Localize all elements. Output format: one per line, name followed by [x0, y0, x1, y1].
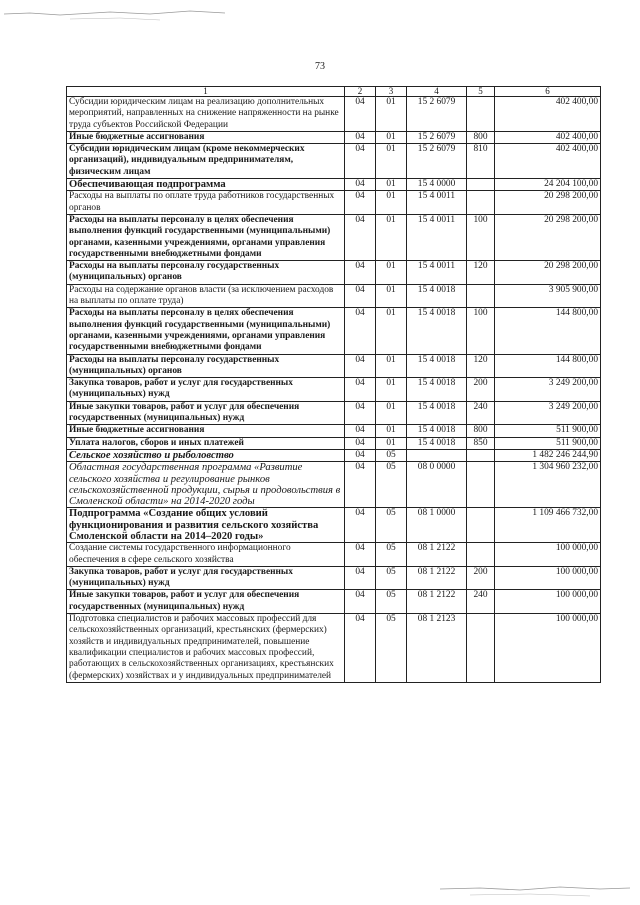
row-target-code: 15 4 0018: [407, 425, 467, 437]
row-target-code: 15 4 0011: [407, 261, 467, 285]
table-row: [67, 378, 601, 402]
row-section: 04: [345, 425, 376, 437]
table-row: [67, 214, 601, 260]
row-target-code: 15 4 0011: [407, 191, 467, 215]
table-row: [67, 566, 601, 590]
row-subsection: 05: [376, 462, 407, 508]
row-subsection: 01: [376, 437, 407, 449]
row-name: Подпрограмма «Создание общих условий функционирования и развития сельского хозяйства Смоленской области на 2014–2020 годы»: [67, 508, 345, 543]
table-row: [67, 462, 601, 508]
row-name: Закупка товаров, работ и услуг для государственных (муниципальных) нужд: [67, 378, 345, 402]
table-row: [67, 144, 601, 179]
row-subsection: 05: [376, 543, 407, 567]
row-amount: 100 000,00: [495, 590, 601, 614]
row-expense-type: [467, 191, 495, 215]
row-expense-type: 800: [467, 131, 495, 143]
row-section: 04: [345, 214, 376, 260]
table-row: [67, 590, 601, 614]
row-name: Сельское хозяйство и рыболовство: [67, 449, 345, 461]
row-name: Иные закупки товаров, работ и услуг для обеспечения государственных (муниципальных) нужд: [67, 590, 345, 614]
row-expense-type: [467, 614, 495, 683]
column-header: 5: [467, 87, 495, 97]
row-amount: 20 298 200,00: [495, 191, 601, 215]
row-expense-type: [467, 543, 495, 567]
row-subsection: 05: [376, 614, 407, 683]
row-subsection: 01: [376, 179, 407, 191]
row-target-code: 15 4 0018: [407, 284, 467, 308]
row-section: 04: [345, 261, 376, 285]
row-amount: 100 000,00: [495, 614, 601, 683]
row-subsection: 01: [376, 261, 407, 285]
row-subsection: 01: [376, 425, 407, 437]
table-row: [67, 97, 601, 132]
table-row: [67, 354, 601, 378]
row-expense-type: 120: [467, 354, 495, 378]
page-number: 73: [315, 61, 325, 72]
table-row: [67, 179, 601, 191]
column-header: 4: [407, 87, 467, 97]
row-target-code: 08 1 2122: [407, 590, 467, 614]
row-amount: 20 298 200,00: [495, 214, 601, 260]
row-expense-type: 100: [467, 214, 495, 260]
row-section: 04: [345, 590, 376, 614]
row-name: Расходы на выплаты персоналу в целях обеспечения выполнения функций государственными (муниципальными) органами, казенными учреждениями, органами управления государственными внебюджетными фондами: [67, 214, 345, 260]
row-section: 04: [345, 437, 376, 449]
row-section: 04: [345, 308, 376, 354]
header-row: [67, 87, 601, 97]
row-target-code: 15 4 0000: [407, 179, 467, 191]
row-amount: 3 249 200,00: [495, 378, 601, 402]
row-name: Субсидии юридическим лицам на реализацию дополнительных мероприятий, направленных на снижение напряженности на рынке труда субъектов Российской Федерации: [67, 97, 345, 132]
row-expense-type: [467, 179, 495, 191]
row-section: 04: [345, 378, 376, 402]
row-expense-type: 800: [467, 425, 495, 437]
row-subsection: 01: [376, 97, 407, 132]
row-expense-type: 850: [467, 437, 495, 449]
row-expense-type: [467, 508, 495, 543]
row-amount: 1 109 466 732,00: [495, 508, 601, 543]
budget-table: [66, 86, 601, 683]
row-amount: 511 900,00: [495, 437, 601, 449]
row-name: Областная государственная программа «Развитие сельского хозяйства и регулирование рынков сельскохозяйственной продукции, сырья и продовольствия в Смоленской области» на 2014-2020 годы: [67, 462, 345, 508]
row-amount: 3 905 900,00: [495, 284, 601, 308]
row-target-code: 15 4 0018: [407, 378, 467, 402]
row-amount: 402 400,00: [495, 144, 601, 179]
row-target-code: 08 1 2122: [407, 566, 467, 590]
row-target-code: 08 1 0000: [407, 508, 467, 543]
row-name: Обеспечивающая подпрограмма: [67, 179, 345, 191]
row-section: 04: [345, 191, 376, 215]
row-section: 04: [345, 97, 376, 132]
row-subsection: 05: [376, 590, 407, 614]
row-target-code: 15 4 0018: [407, 401, 467, 425]
column-header: 1: [67, 87, 345, 97]
row-expense-type: 240: [467, 590, 495, 614]
row-section: 04: [345, 614, 376, 683]
row-target-code: 15 4 0018: [407, 354, 467, 378]
row-target-code: 15 4 0011: [407, 214, 467, 260]
column-header: 6: [495, 87, 601, 97]
row-subsection: 01: [376, 354, 407, 378]
table-row: [67, 437, 601, 449]
column-header: 3: [376, 87, 407, 97]
table-row: [67, 614, 601, 683]
row-section: 04: [345, 131, 376, 143]
row-expense-type: 120: [467, 261, 495, 285]
table-row: [67, 543, 601, 567]
row-subsection: 01: [376, 191, 407, 215]
row-section: 04: [345, 543, 376, 567]
row-target-code: 08 1 2123: [407, 614, 467, 683]
row-target-code: 08 0 0000: [407, 462, 467, 508]
row-target-code: 15 4 0018: [407, 437, 467, 449]
row-target-code: 15 4 0018: [407, 308, 467, 354]
row-target-code: 15 2 6079: [407, 97, 467, 132]
row-expense-type: [467, 284, 495, 308]
row-target-code: 15 2 6079: [407, 144, 467, 179]
row-expense-type: [467, 97, 495, 132]
scan-artifact-top: [0, 0, 640, 30]
row-amount: 511 900,00: [495, 425, 601, 437]
row-name: Субсидии юридическим лицам (кроме некоммерческих организаций), индивидуальным предпринимателям, физическим лицам: [67, 144, 345, 179]
row-name: Иные бюджетные ассигнования: [67, 425, 345, 437]
table-row: [67, 508, 601, 543]
row-amount: 144 800,00: [495, 308, 601, 354]
table-row: [67, 401, 601, 425]
row-name: Иные закупки товаров, работ и услуг для обеспечения государственных (муниципальных) нужд: [67, 401, 345, 425]
row-name: Создание системы государственного информационного обеспечения в сфере сельского хозяйства: [67, 543, 345, 567]
row-amount: 402 400,00: [495, 97, 601, 132]
row-subsection: 05: [376, 566, 407, 590]
row-amount: 402 400,00: [495, 131, 601, 143]
row-target-code: 15 2 6079: [407, 131, 467, 143]
table-row: [67, 425, 601, 437]
table-row: [67, 308, 601, 354]
row-amount: 1 304 960 232,00: [495, 462, 601, 508]
row-amount: 3 249 200,00: [495, 401, 601, 425]
row-section: 04: [345, 144, 376, 179]
row-section: 04: [345, 566, 376, 590]
row-subsection: 05: [376, 508, 407, 543]
row-section: 04: [345, 462, 376, 508]
row-expense-type: 200: [467, 378, 495, 402]
row-section: 04: [345, 354, 376, 378]
row-expense-type: [467, 449, 495, 461]
row-name: Иные бюджетные ассигнования: [67, 131, 345, 143]
row-subsection: 01: [376, 308, 407, 354]
row-name: Расходы на выплаты персоналу государственных (муниципальных) органов: [67, 261, 345, 285]
row-expense-type: 810: [467, 144, 495, 179]
row-subsection: 01: [376, 214, 407, 260]
row-name: Подготовка специалистов и рабочих массовых профессий для сельскохозяйственных организаций, крестьянских (фермерских) хозяйств и индивидуальных предпринимателей, повышение квалификации специалистов и рабочих массовых профессий, работающих в сельскохозяйственных организациях, крестьянских (фермерских) хозяйствах и у индивидуальных предпринимателей: [67, 614, 345, 683]
row-section: 04: [345, 508, 376, 543]
row-amount: 1 482 246 244,90: [495, 449, 601, 461]
row-name: Закупка товаров, работ и услуг для государственных (муниципальных) нужд: [67, 566, 345, 590]
row-name: Уплата налогов, сборов и иных платежей: [67, 437, 345, 449]
table-row: [67, 449, 601, 461]
row-subsection: 05: [376, 449, 407, 461]
row-name: Расходы на выплаты по оплате труда работников государственных органов: [67, 191, 345, 215]
row-subsection: 01: [376, 144, 407, 179]
row-subsection: 01: [376, 378, 407, 402]
row-target-code: 08 1 2122: [407, 543, 467, 567]
table-row: [67, 131, 601, 143]
row-name: Расходы на выплаты персоналу в целях обеспечения выполнения функций государственными (муниципальными) органами, казенными учреждениями, органами управления государственными внебюджетными фондами: [67, 308, 345, 354]
row-section: 04: [345, 179, 376, 191]
row-expense-type: 200: [467, 566, 495, 590]
table-row: [67, 261, 601, 285]
row-subsection: 01: [376, 131, 407, 143]
row-subsection: 01: [376, 401, 407, 425]
row-section: 04: [345, 284, 376, 308]
row-amount: 24 204 100,00: [495, 179, 601, 191]
row-expense-type: 100: [467, 308, 495, 354]
row-section: 04: [345, 449, 376, 461]
row-amount: 144 800,00: [495, 354, 601, 378]
table-row: [67, 191, 601, 215]
row-amount: 100 000,00: [495, 566, 601, 590]
row-amount: 20 298 200,00: [495, 261, 601, 285]
row-section: 04: [345, 401, 376, 425]
table-row: [67, 284, 601, 308]
row-expense-type: [467, 462, 495, 508]
scan-artifact-bottom: [0, 875, 640, 905]
row-name: Расходы на содержание органов власти (за исключением расходов на выплаты по оплате труда): [67, 284, 345, 308]
row-target-code: [407, 449, 467, 461]
row-subsection: 01: [376, 284, 407, 308]
row-amount: 100 000,00: [495, 543, 601, 567]
row-expense-type: 240: [467, 401, 495, 425]
row-name: Расходы на выплаты персоналу государственных (муниципальных) органов: [67, 354, 345, 378]
column-header: 2: [345, 87, 376, 97]
